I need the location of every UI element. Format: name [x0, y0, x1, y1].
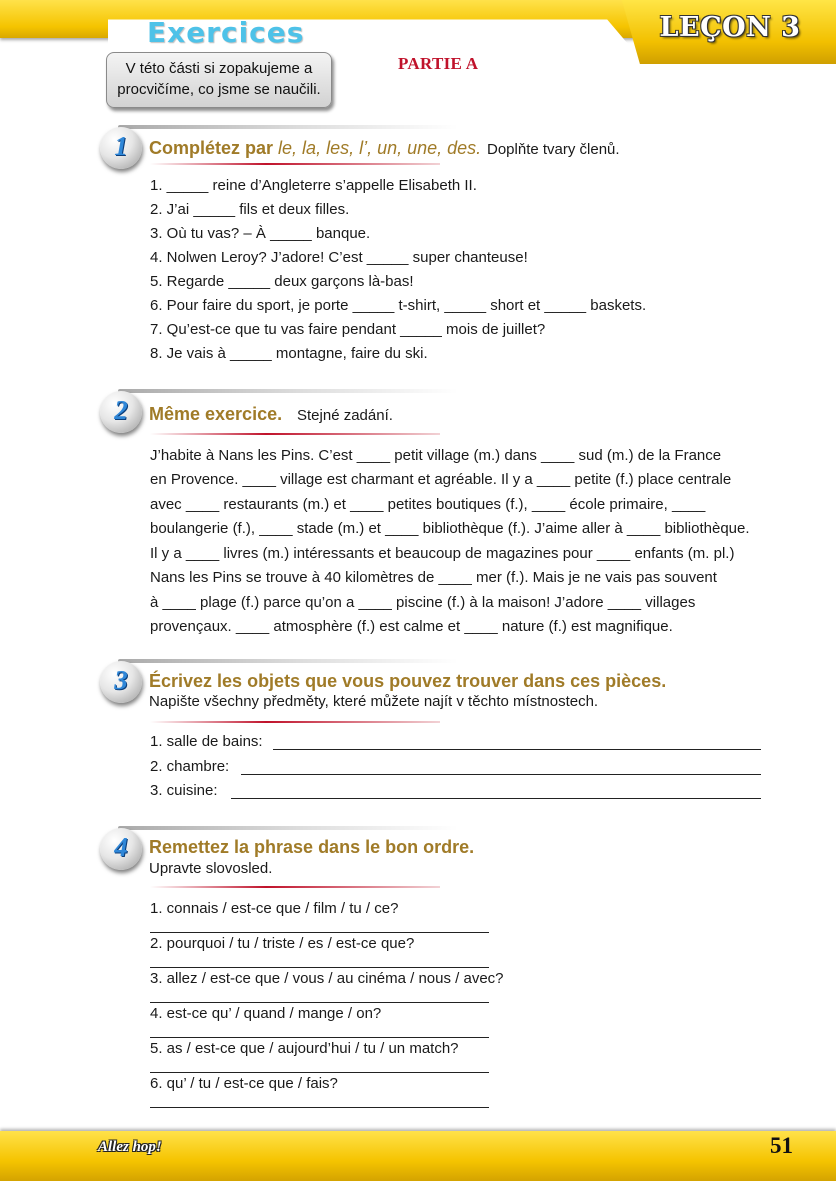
- exercise-4-instruction: Upravte slovosled.: [149, 860, 273, 877]
- intro-line-2: procvičíme, co jsme se naučili.: [117, 81, 321, 98]
- exercise-1-underline: [150, 163, 440, 165]
- exercise-2-line-7: à ____ plage (f.) parce qu’on a ____ piscine (f.) à la maison! J’adore ____ villages: [150, 594, 696, 611]
- exercise-4-title: Remettez la phrase dans le bon ordre.: [149, 837, 475, 857]
- exercise-4-answer-line-1[interactable]: [150, 932, 489, 933]
- exercise-4-item-5: 5. as / est-ce que / aujourd’hui / tu / un match?: [150, 1040, 459, 1057]
- exercise-1-line-5: 5. Regarde _____ deux garçons là-bas!: [150, 273, 414, 290]
- exercise-1-line-3: 3. Où tu vas? – À _____ banque.: [150, 225, 371, 242]
- exercise-3-number: 3: [114, 665, 128, 695]
- exercise-3-answer-line-2[interactable]: [241, 774, 761, 775]
- page-number: 51: [770, 1133, 793, 1158]
- exercise-4-answer-line-5[interactable]: [150, 1072, 489, 1073]
- exercise-2-line-3: avec ____ restaurants (m.) et ____ petites boutiques (f.), ____ école primaire, ____: [150, 496, 706, 513]
- exercise-4-item-6: 6. qu’ / tu / est-ce que / fais?: [150, 1075, 338, 1092]
- exercise-4-underline: [150, 886, 440, 888]
- exercise-1-title-italic: le, la, les, l’, un, une, des.: [278, 138, 482, 158]
- exercise-3-item-1: 1. salle de bains:: [150, 733, 263, 750]
- exercise-3-title: Écrivez les objets que vous pouvez trouver dans ces pièces.: [149, 671, 667, 691]
- exercise-1-line-1: 1. _____ reine d’Angleterre s’appelle Elisabeth II.: [150, 177, 477, 194]
- exercise-2-swoosh: [118, 389, 458, 393]
- exercise-4-answer-line-6[interactable]: [150, 1107, 489, 1108]
- exercise-4-number: 4: [114, 832, 128, 862]
- exercise-4-item-2: 2. pourquoi / tu / triste / es / est-ce que?: [150, 935, 415, 952]
- exercise-2-line-4: boulangerie (f.), ____ stade (m.) et ____ bibliothèque (f.). J’aime aller à ____ bibliothèque.: [150, 520, 750, 537]
- exercise-4-item-4: 4. est-ce qu’ / quand / mange / on?: [150, 1005, 382, 1022]
- exercise-4-answer-line-3[interactable]: [150, 1002, 489, 1003]
- exercise-1-line-8: 8. Je vais à _____ montagne, faire du ski.: [150, 345, 428, 362]
- exercise-4-swoosh: [118, 826, 458, 830]
- exercise-1-title-bold: Complétez par: [149, 138, 274, 158]
- intro-box: [106, 52, 332, 108]
- exercise-2-underline: [150, 433, 440, 435]
- exercise-3-item-2: 2. chambre:: [150, 758, 230, 775]
- exercise-2-title: Même exercice.: [149, 404, 283, 424]
- exercise-2-line-2: en Provence. ____ village est charmant et agréable. Il y a ____ petite (f.) place centrale: [150, 471, 732, 488]
- exercise-4-answer-line-4[interactable]: [150, 1037, 489, 1038]
- exercise-1-line-2: 2. J’ai _____ fils et deux filles.: [150, 201, 350, 218]
- exercise-3-swoosh: [118, 659, 458, 663]
- exercise-1-number: 1: [114, 131, 128, 161]
- part-label: PARTIE A: [398, 54, 479, 73]
- exercise-2-line-5: Il y a ____ livres (m.) intéressants et beaucoup de magazines pour ____ enfants (m. pl.): [150, 545, 735, 562]
- exercise-3-item-3: 3. cuisine:: [150, 782, 218, 799]
- exercise-2-line-6: Nans les Pins se trouve à 40 kilomètres de ____ mer (f.). Mais je ne vais pas souvent: [150, 569, 717, 586]
- exercise-2-line-1: J’habite à Nans les Pins. C’est ____ petit village (m.) dans ____ sud (m.) de la France: [150, 447, 722, 464]
- exercise-2-instruction: Stejné zadání.: [297, 407, 393, 424]
- intro-line-1: V této části si zopakujeme a: [125, 60, 313, 77]
- exercise-3-instruction: Napište všechny předměty, které můžete najít v těchto místnostech.: [149, 693, 599, 710]
- exercise-1-line-7: 7. Qu’est-ce que tu vas faire pendant _____ mois de juillet?: [150, 321, 546, 338]
- exercise-3-answer-line-3[interactable]: [231, 798, 761, 799]
- exercise-1-line-4: 4. Nolwen Leroy? J’adore! C’est _____ super chanteuse!: [150, 249, 528, 266]
- exercise-2-line-8: provençaux. ____ atmosphère (f.) est calme et ____ nature (f.) est magnifique.: [150, 618, 673, 635]
- exercise-4-item-3: 3. allez / est-ce que / vous / au cinéma / nous / avec?: [150, 970, 504, 987]
- exercise-3-answer-line-1[interactable]: [273, 749, 761, 750]
- exercise-4-item-1: 1. connais / est-ce que / film / tu / ce?: [150, 900, 399, 917]
- exercise-1-instruction: Doplňte tvary členů.: [487, 141, 620, 158]
- exercise-4-answer-line-2[interactable]: [150, 967, 489, 968]
- brand-logo: Allez hop!: [98, 1139, 162, 1155]
- exercise-1-title: [149, 138, 481, 159]
- exercise-3-underline: [150, 721, 440, 723]
- exercise-1-swoosh: [118, 125, 458, 129]
- section-title: Exercices: [147, 16, 305, 49]
- exercise-2-number: 2: [114, 395, 128, 425]
- lesson-badge-label: LEÇON 3: [659, 12, 801, 43]
- exercise-1-line-6: 6. Pour faire du sport, je porte _____ t-shirt, _____ short et _____ baskets.: [150, 297, 647, 314]
